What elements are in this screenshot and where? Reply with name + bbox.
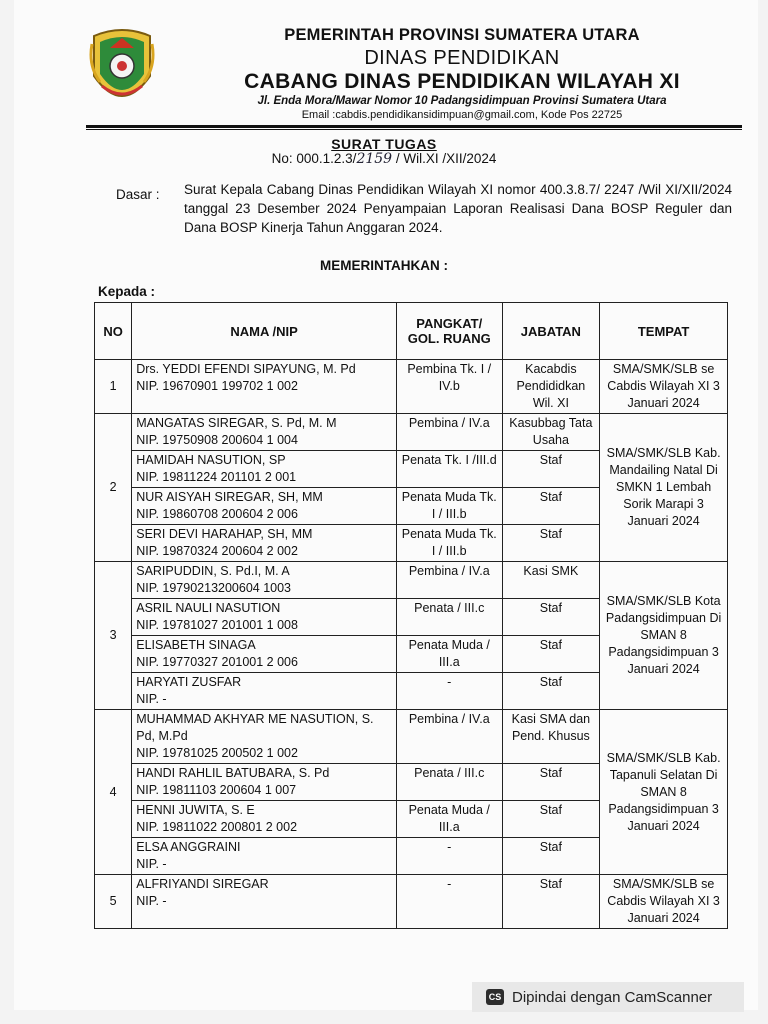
cell-pangkat: Penata Muda Tk. I / III.b (396, 525, 502, 562)
cell-pangkat: Pembina Tk. I / IV.b (396, 360, 502, 414)
cell-pangkat: Penata Muda Tk. I / III.b (396, 488, 502, 525)
cell-nama-nip (132, 451, 397, 488)
table-row (95, 562, 728, 599)
person-name: NUR AISYAH SIREGAR, SH, MM (136, 490, 323, 504)
cell-jabatan: Staf (502, 875, 600, 929)
cell-nama-nip (132, 562, 397, 599)
cell-jabatan: Staf (502, 636, 600, 673)
cell-nama-nip (132, 801, 397, 838)
cell-jabatan: Kacabdis Pendididkan Wil. XI (502, 360, 600, 414)
assignment-table (94, 302, 728, 929)
dasar-text: Surat Kepala Cabang Dinas Pendidikan Wilayah XI nomor 400.3.8.7/ 2247 /Wil XI/XII/2024 tanggal 23 Desember 2024 Penyampaian Laporan Realisasi Dana BOSP Reguler dan Dana BOSP Kinerja Tahun Anggaran 2024. (184, 182, 732, 235)
handwritten-number: 2159 (356, 151, 393, 167)
table-row (95, 414, 728, 451)
cell-tempat: SMA/SMK/SLB Kab. Mandailing Natal Di SMKN 1 Lembah Sorik Marapi 3 Januari 2024 (600, 414, 728, 562)
person-name: MANGATAS SIREGAR, S. Pd, M. M (136, 416, 337, 430)
person-name: HARYATI ZUSFAR (136, 675, 242, 689)
cell-pangkat: - (396, 838, 502, 875)
cell-pangkat: - (396, 875, 502, 929)
cell-nama-nip (132, 875, 397, 929)
cell-jabatan: Staf (502, 838, 600, 875)
cell-nama-nip (132, 599, 397, 636)
person-nip: NIP. 19781027 201001 1 008 (136, 618, 298, 632)
dasar-label: Dasar : (116, 187, 160, 202)
cell-tempat: SMA/SMK/SLB Kab. Tapanuli Selatan Di SMAN 8 Padangsidimpuan 3 Januari 2024 (600, 710, 728, 875)
kop-email: Email :cabdis.pendidikansidimpuan@gmail.com, Kode Pos 22725 (301, 109, 623, 121)
person-nip: NIP. 19790213200604 1003 (136, 581, 292, 595)
cell-nama-nip (132, 710, 397, 764)
cell-jabatan: Staf (502, 673, 600, 710)
cell-pangkat: - (396, 673, 502, 710)
kop-divider (86, 125, 742, 128)
cell-pangkat: Pembina / IV.a (396, 710, 502, 764)
table-header-row (95, 303, 728, 360)
person-name: SERI DEVI HARAHAP, SH, MM (136, 527, 313, 541)
person-name: Drs. YEDDI EFENDI SIPAYUNG, M. Pd (136, 362, 356, 376)
cell-nama-nip (132, 838, 397, 875)
cell-no: 1 (95, 360, 132, 414)
cell-jabatan: Kasi SMA dan Pend. Khusus (502, 710, 600, 764)
cell-jabatan: Staf (502, 801, 600, 838)
cell-nama-nip (132, 764, 397, 801)
cell-pangkat: Penata Muda / III.a (396, 801, 502, 838)
header-nama: NAMA /NIP (132, 303, 397, 360)
person-nip: NIP. 19670901 199702 1 002 (136, 379, 298, 393)
cell-no: 3 (95, 562, 132, 710)
cell-nama-nip (132, 636, 397, 673)
cell-jabatan: Kasubbag Tata Usaha (502, 414, 600, 451)
person-nip: NIP. 19860708 200604 2 006 (136, 507, 298, 521)
person-name: HANDI RAHLIL BATUBARA, S. Pd (136, 766, 330, 780)
person-nip: NIP. 19811103 200604 1 007 (136, 783, 297, 797)
cell-no: 2 (95, 414, 132, 562)
person-name: MUHAMMAD AKHYAR ME NASUTION, S. Pd, M.Pd (136, 712, 374, 743)
kepada-label: Kepada : (98, 284, 156, 299)
cell-pangkat: Pembina / IV.a (396, 562, 502, 599)
cell-nama-nip (132, 414, 397, 451)
table-body (95, 360, 728, 929)
person-nip: NIP. 19750908 200604 1 004 (136, 433, 298, 447)
kop-agency: DINAS PENDIDIKAN (364, 47, 560, 69)
kop-address: Jl. Enda Mora/Mawar Nomor 10 Padangsidimpuan Provinsi Sumatera Utara (257, 95, 667, 107)
table-row (95, 710, 728, 764)
person-nip: NIP. 19781025 200502 1 002 (136, 746, 298, 760)
header-tempat: TEMPAT (600, 303, 728, 360)
cell-no: 4 (95, 710, 132, 875)
person-nip: NIP. 19870324 200604 2 002 (136, 544, 298, 558)
cell-jabatan: Staf (502, 451, 600, 488)
cell-no: 5 (95, 875, 132, 929)
cell-nama-nip (132, 525, 397, 562)
person-name: ASRIL NAULI NASUTION (136, 601, 281, 615)
header-jabatan: JABATAN (502, 303, 600, 360)
kop-government: PEMERINTAH PROVINSI SUMATERA UTARA (284, 26, 640, 44)
cell-jabatan: Staf (502, 488, 600, 525)
person-name: ALFRIYANDI SIREGAR (136, 877, 269, 891)
person-nip: NIP. - (136, 894, 167, 908)
cell-pangkat: Pembina / IV.a (396, 414, 502, 451)
table-row (95, 360, 728, 414)
cell-jabatan: Kasi SMK (502, 562, 600, 599)
watermark-text: Dipindai dengan CamScanner (512, 988, 713, 1006)
header-no: NO (95, 303, 132, 360)
cell-pangkat: Penata / III.c (396, 764, 502, 801)
cell-nama-nip (132, 673, 397, 710)
person-nip: NIP. - (136, 857, 167, 871)
cell-jabatan: Staf (502, 764, 600, 801)
person-name: ELISABETH SINAGA (136, 638, 256, 652)
person-nip: NIP. 19811224 201101 2 001 (136, 470, 297, 484)
person-nip: NIP. 19770327 201001 2 006 (136, 655, 298, 669)
person-name: HENNI JUWITA, S. E (136, 803, 255, 817)
person-name: ELSA ANGGRAINI (136, 840, 241, 854)
person-nip: NIP. - (136, 692, 167, 706)
header-pangkat: PANGKAT/ GOL. RUANG (396, 303, 502, 360)
cell-nama-nip (132, 360, 397, 414)
provincial-emblem-icon (88, 26, 156, 110)
cell-tempat: SMA/SMK/SLB se Cabdis Wilayah XI 3 Januari 2024 (600, 875, 728, 929)
cell-pangkat: Penata / III.c (396, 599, 502, 636)
cell-jabatan: Staf (502, 525, 600, 562)
cell-jabatan: Staf (502, 599, 600, 636)
camscanner-watermark (472, 982, 744, 1012)
camscanner-icon: CS (486, 989, 504, 1005)
letterhead (0, 0, 768, 130)
person-name: SARIPUDDIN, S. Pd.I, M. A (136, 564, 290, 578)
document-number: No: 000.1.2.3/2159 / Wil.XI /XII/2024 (271, 151, 497, 167)
kop-branch: CABANG DINAS PENDIDIKAN WILAYAH XI (244, 70, 680, 93)
person-nip: NIP. 19811022 200801 2 002 (136, 820, 298, 834)
document-title: SURAT TUGAS (331, 136, 437, 152)
kop-divider-thin (86, 129, 742, 130)
cell-tempat: SMA/SMK/SLB Kota Padangsidimpuan Di SMAN 8 Padangsidimpuan 3 Januari 2024 (600, 562, 728, 710)
memerintahkan-heading: MEMERINTAHKAN : (320, 258, 448, 273)
cell-nama-nip (132, 488, 397, 525)
cell-pangkat: Penata Tk. I /III.d (396, 451, 502, 488)
cell-pangkat: Penata Muda / III.a (396, 636, 502, 673)
cell-tempat: SMA/SMK/SLB se Cabdis Wilayah XI 3 Januari 2024 (600, 360, 728, 414)
person-name: HAMIDAH NASUTION, SP (136, 453, 286, 467)
table-row (95, 875, 728, 929)
